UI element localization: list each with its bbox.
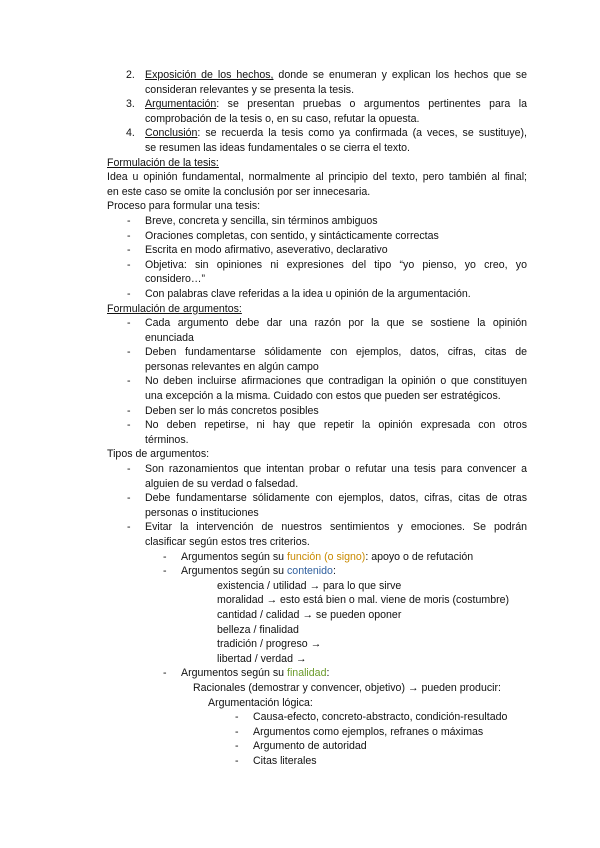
term: Conclusión <box>145 127 198 140</box>
term: Exposición de los hechos, <box>145 69 274 81</box>
contenido-item: existencia / utilidad → para lo que sirve <box>217 579 402 592</box>
bullet-item <box>0 287 600 302</box>
dash-marker: - <box>127 244 131 257</box>
bullet-text: Breve, concreta y sencilla, sin términos ambiguos <box>145 214 378 227</box>
list-number: 4. <box>126 127 135 140</box>
list-number: 2. <box>126 69 135 81</box>
contenido-item: libertad / verdad → <box>217 652 307 665</box>
bullet-text: Deben ser lo más concretos posibles <box>145 404 319 417</box>
bullet-text: alguien de su verdad o falsedad. <box>145 477 299 490</box>
list-item-continuation: consideran relevantes y se presenta la tesis. <box>145 83 355 96</box>
contenido-list <box>0 579 600 667</box>
contenido-item: belleza / finalidad <box>217 623 299 636</box>
contenido-keyword: contenido <box>287 565 333 578</box>
logica-item: - Argumento de autoridad <box>235 740 367 753</box>
bullet-text: Escrita en modo afirmativo, aseverativo, declarativo <box>145 244 388 257</box>
bullet-item <box>0 243 600 258</box>
bullet-text: una excepción a la misma. Cuidado con estos que pueden ser estratégicos. <box>145 390 501 403</box>
dash-marker: - <box>127 287 131 300</box>
bullet-item-continuation <box>0 477 600 492</box>
bullet-text: clasificar según estos tres criterios. <box>145 536 310 548</box>
finalidad-keyword: finalidad <box>287 667 327 680</box>
list-item: 4. Conclusión: se recuerda la tesis como ya confirmada (a veces, se sustituye), <box>126 127 527 140</box>
dash-marker: - <box>127 214 131 227</box>
dash-marker: - <box>235 711 239 724</box>
bullet-item-continuation <box>0 272 600 287</box>
list-item-continuation: comprobación de la tesis o, en su caso, refutar la opuesta. <box>145 112 420 125</box>
list-item: 2. Exposición de los hechos, donde se enumeran y explican los hechos que se <box>126 69 527 81</box>
bullet-item <box>0 258 600 273</box>
bullet-text: personas relevantes en algún campo <box>145 360 319 373</box>
section-heading-argumentos: Formulación de argumentos: <box>107 302 242 315</box>
bullet-text: Con palabras clave referidas a la idea u opinión de la argumentación. <box>145 287 471 300</box>
bullet-text: Debe fundamentarse sólidamente con ejemplos, datos, cifras, citas de otras <box>145 492 527 505</box>
contenido-item: cantidad / calidad → se pueden oponer <box>217 608 402 621</box>
section-heading-tesis: Formulación de la tesis: <box>107 156 219 169</box>
argumentos-bullet-list <box>0 316 600 447</box>
criterio-contenido: - Argumentos según su contenido: <box>163 565 336 578</box>
dash-marker: - <box>127 419 131 432</box>
bullet-text: No deben repetirse, ni hay que repetir la opinión expresada con otros <box>145 419 527 432</box>
bullet-item-continuation <box>0 535 600 550</box>
tipos-bullet-list <box>0 462 600 550</box>
contenido-item: tradición / progreso → <box>217 638 322 651</box>
bullet-item <box>0 462 600 477</box>
bullet-text: Objetiva: sin opiniones ni expresiones del tipo “yo pienso, yo creo, yo <box>145 258 527 271</box>
list-number: 3. <box>126 98 135 111</box>
bullet-item-continuation <box>0 389 600 404</box>
dash-marker: - <box>235 725 239 738</box>
bullet-text: enunciada <box>145 331 194 344</box>
bullet-item <box>0 316 600 331</box>
bullet-item <box>0 520 600 535</box>
criterio-funcion: - Argumentos según su función (o signo): apoyo o de refutación <box>163 550 474 563</box>
dash-marker: - <box>127 258 131 271</box>
bullet-item <box>0 491 600 506</box>
subheading-proceso: Proceso para formular una tesis: <box>107 200 261 213</box>
racionales-line: Racionales (demostrar y convencer, objetivo) → pueden producir: <box>193 681 501 694</box>
logica-item: - Causa-efecto, concreto-abstracto, condición-resultado <box>235 711 508 724</box>
section-heading-tipos: Tipos de argumentos: <box>107 448 210 461</box>
dash-marker: - <box>127 229 131 242</box>
tesis-bullet-list <box>0 214 600 302</box>
bullet-text: Deben fundamentarse sólidamente con ejemplos, datos, cifras, citas de <box>145 346 527 359</box>
logica-heading: Argumentación lógica: <box>208 696 313 709</box>
dash-marker: - <box>235 754 239 767</box>
bullet-text: personas o instituciones <box>145 506 259 519</box>
document-page <box>0 68 600 769</box>
logica-list <box>0 710 600 768</box>
paragraph: en este caso se omite la conclusión por ser innecesaria. <box>107 185 371 198</box>
list-item: 3. Argumentación: se presentan pruebas o argumentos pertinentes para la <box>126 98 527 111</box>
bullet-text: Oraciones completas, con sentido, y sintácticamente correctas <box>145 229 439 242</box>
bullet-item <box>0 214 600 229</box>
bullet-item <box>0 418 600 433</box>
bullet-item-continuation <box>0 506 600 521</box>
dash-marker: - <box>127 317 131 330</box>
dash-marker: - <box>127 463 131 476</box>
term: Argumentación <box>145 98 217 111</box>
bullet-text: No deben incluirse afirmaciones que contradigan la opinión o que constituyen <box>145 375 527 388</box>
contenido-item: moralidad → esto está bien o mal. viene de moris (costumbre) <box>217 594 510 607</box>
dash-marker: - <box>127 346 131 359</box>
logica-item: - Argumentos como ejemplos, refranes o máximas <box>235 725 484 738</box>
bullet-text: Cada argumento debe dar una razón por la que se sostiene la opinión <box>145 317 527 330</box>
bullet-text: Son razonamientos que intentan probar o refutar una tesis para convencer a <box>145 463 527 476</box>
paragraph: Idea u opinión fundamental, normalmente al principio del texto, pero también al final; <box>107 171 527 184</box>
dash-marker: - <box>127 521 131 534</box>
bullet-text: considero…” <box>145 273 206 286</box>
bullet-item <box>0 374 600 389</box>
list-item-continuation: se resumen las ideas fundamentales o se cierra el texto. <box>145 141 410 154</box>
criterio-finalidad: - Argumentos según su finalidad: <box>163 667 330 680</box>
dash-marker: - <box>127 492 131 505</box>
bullet-item-continuation <box>0 360 600 375</box>
dash-marker: - <box>127 375 131 388</box>
bullet-item-continuation <box>0 433 600 448</box>
bullet-item <box>0 229 600 244</box>
bullet-text: términos. <box>145 433 189 446</box>
dash-marker: - <box>127 404 131 417</box>
bullet-item <box>0 345 600 360</box>
bullet-item-continuation <box>0 331 600 346</box>
bullet-text: Evitar la intervención de nuestros sentimientos y emociones. Se podrán <box>145 521 527 534</box>
logica-item: - Citas literales <box>235 754 317 767</box>
funcion-keyword: función (o signo) <box>287 550 366 563</box>
bullet-item <box>0 404 600 419</box>
dash-marker: - <box>235 740 239 753</box>
